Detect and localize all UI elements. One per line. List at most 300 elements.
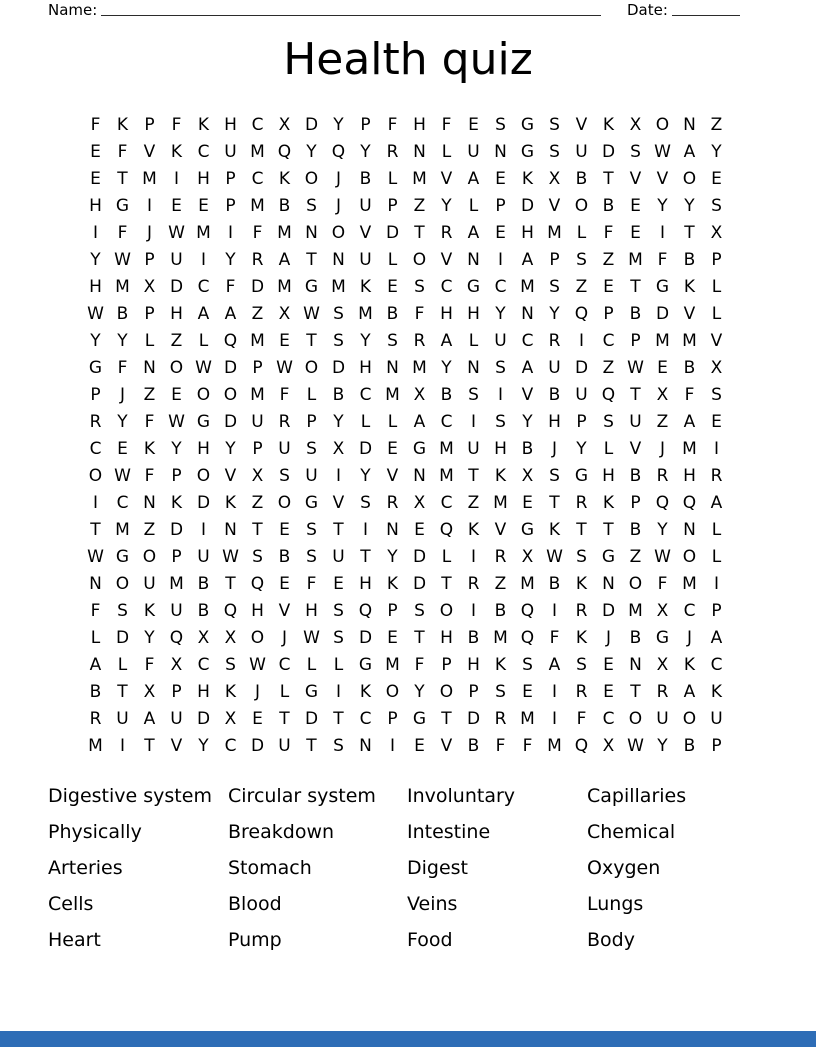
grid-letter[interactable]: M <box>520 277 535 297</box>
grid-letter[interactable]: O <box>223 385 238 405</box>
grid-letter[interactable]: Y <box>306 142 317 162</box>
grid-letter[interactable]: I <box>200 250 206 270</box>
grid-letter[interactable]: E <box>495 223 506 243</box>
grid-letter[interactable]: X <box>170 655 183 675</box>
grid-letter[interactable]: B <box>197 574 210 594</box>
grid-letter[interactable]: X <box>710 358 723 378</box>
grid-letter[interactable]: N <box>629 655 642 675</box>
grid-letter[interactable]: O <box>439 682 454 702</box>
grid-letter[interactable]: T <box>468 466 479 486</box>
grid-letter[interactable]: C <box>440 277 453 297</box>
grid-letter[interactable]: Z <box>602 358 615 378</box>
grid-letter[interactable]: A <box>467 169 480 189</box>
grid-letter[interactable]: M <box>169 574 184 594</box>
grid-letter[interactable]: M <box>628 601 643 621</box>
grid-letter[interactable]: P <box>171 547 182 567</box>
grid-letter[interactable]: L <box>441 547 452 567</box>
grid-letter[interactable]: K <box>197 115 210 135</box>
grid-letter[interactable]: U <box>251 412 264 432</box>
grid-letter[interactable]: F <box>117 223 128 243</box>
grid-letter[interactable]: W <box>627 358 644 378</box>
grid-letter[interactable]: L <box>387 412 398 432</box>
grid-letter[interactable]: W <box>303 628 320 648</box>
grid-letter[interactable]: G <box>88 358 103 378</box>
grid-letter[interactable]: K <box>170 142 183 162</box>
grid-letter[interactable]: L <box>279 682 290 702</box>
grid-letter[interactable]: N <box>521 304 534 324</box>
grid-letter[interactable]: P <box>144 250 155 270</box>
grid-letter[interactable]: W <box>87 304 104 324</box>
grid-letter[interactable]: T <box>630 682 641 702</box>
grid-letter[interactable]: P <box>468 682 479 702</box>
grid-letter[interactable]: R <box>467 574 480 594</box>
grid-letter[interactable]: I <box>146 196 152 216</box>
grid-letter[interactable]: K <box>710 682 723 702</box>
grid-letter[interactable]: S <box>414 277 425 297</box>
grid-letter[interactable]: B <box>548 574 561 594</box>
grid-letter[interactable]: T <box>333 520 344 540</box>
grid-letter[interactable]: S <box>549 277 560 297</box>
grid-letter[interactable]: I <box>335 682 341 702</box>
grid-letter[interactable]: X <box>251 466 264 486</box>
grid-letter[interactable]: W <box>114 250 131 270</box>
grid-letter[interactable]: S <box>549 466 560 486</box>
grid-letter[interactable]: M <box>547 736 562 756</box>
grid-letter[interactable]: T <box>414 223 425 243</box>
grid-letter[interactable]: Z <box>467 493 480 513</box>
grid-letter[interactable]: Y <box>441 358 452 378</box>
grid-letter[interactable]: U <box>629 412 642 432</box>
grid-letter[interactable]: V <box>143 142 156 162</box>
grid-letter[interactable]: E <box>387 277 398 297</box>
grid-letter[interactable]: V <box>548 196 561 216</box>
grid-letter[interactable]: F <box>117 142 128 162</box>
grid-letter[interactable]: G <box>601 547 616 567</box>
grid-letter[interactable]: S <box>333 304 344 324</box>
grid-letter[interactable]: O <box>655 115 670 135</box>
grid-letter[interactable]: T <box>333 709 344 729</box>
grid-letter[interactable]: F <box>441 115 452 135</box>
grid-letter[interactable]: P <box>171 682 182 702</box>
grid-letter[interactable]: Z <box>143 520 156 540</box>
grid-letter[interactable]: G <box>655 277 670 297</box>
grid-letter[interactable]: C <box>359 709 372 729</box>
grid-letter[interactable]: P <box>225 169 236 189</box>
grid-letter[interactable]: P <box>387 601 398 621</box>
grid-letter[interactable]: T <box>441 574 452 594</box>
grid-letter[interactable]: C <box>602 331 615 351</box>
grid-letter[interactable]: F <box>603 223 614 243</box>
grid-letter[interactable]: Y <box>684 196 695 216</box>
grid-letter[interactable]: L <box>603 439 614 459</box>
grid-letter[interactable]: I <box>389 736 395 756</box>
grid-letter[interactable]: M <box>682 331 697 351</box>
grid-letter[interactable]: W <box>627 736 644 756</box>
grid-letter[interactable]: A <box>521 250 534 270</box>
grid-letter[interactable]: A <box>683 682 696 702</box>
grid-letter[interactable]: R <box>413 331 426 351</box>
grid-letter[interactable]: S <box>387 331 398 351</box>
grid-letter[interactable]: M <box>250 331 265 351</box>
grid-letter[interactable]: D <box>223 358 238 378</box>
grid-letter[interactable]: H <box>494 439 507 459</box>
grid-letter[interactable]: X <box>278 304 291 324</box>
grid-letter[interactable]: M <box>412 358 427 378</box>
grid-letter[interactable]: W <box>168 223 185 243</box>
grid-letter[interactable]: T <box>117 682 128 702</box>
grid-letter[interactable]: W <box>249 655 266 675</box>
grid-letter[interactable]: L <box>387 169 398 189</box>
grid-letter[interactable]: A <box>521 358 534 378</box>
grid-letter[interactable]: S <box>495 358 506 378</box>
grid-letter[interactable]: S <box>711 196 722 216</box>
grid-letter[interactable]: K <box>521 169 534 189</box>
grid-letter[interactable]: E <box>252 709 263 729</box>
grid-letter[interactable]: G <box>115 547 130 567</box>
grid-letter[interactable]: U <box>710 709 723 729</box>
grid-letter[interactable]: X <box>521 547 534 567</box>
grid-letter[interactable]: Z <box>710 115 723 135</box>
grid-letter[interactable]: Q <box>277 142 292 162</box>
grid-letter[interactable]: U <box>278 439 291 459</box>
grid-letter[interactable]: M <box>277 277 292 297</box>
grid-letter[interactable]: U <box>170 601 183 621</box>
grid-letter[interactable]: E <box>711 412 722 432</box>
grid-letter[interactable]: K <box>143 601 156 621</box>
grid-letter[interactable]: M <box>250 142 265 162</box>
grid-letter[interactable]: Q <box>223 601 238 621</box>
grid-letter[interactable]: X <box>413 385 426 405</box>
grid-letter[interactable]: I <box>497 385 503 405</box>
grid-letter[interactable]: B <box>548 385 561 405</box>
grid-letter[interactable]: B <box>440 385 453 405</box>
grid-letter[interactable]: N <box>143 358 156 378</box>
grid-letter[interactable]: D <box>196 493 211 513</box>
grid-letter[interactable]: X <box>143 277 156 297</box>
grid-letter[interactable]: X <box>278 115 291 135</box>
grid-letter[interactable]: A <box>710 493 723 513</box>
grid-letter[interactable]: C <box>683 601 696 621</box>
grid-letter[interactable]: L <box>360 412 371 432</box>
grid-letter[interactable]: A <box>89 655 102 675</box>
grid-letter[interactable]: X <box>143 682 156 702</box>
grid-letter[interactable]: B <box>602 196 615 216</box>
grid-letter[interactable]: R <box>575 601 588 621</box>
grid-letter[interactable]: Q <box>682 493 697 513</box>
grid-letter[interactable]: O <box>196 385 211 405</box>
grid-letter[interactable]: S <box>306 547 317 567</box>
grid-letter[interactable]: F <box>495 736 506 756</box>
grid-letter[interactable]: T <box>252 520 263 540</box>
grid-letter[interactable]: P <box>306 412 317 432</box>
grid-letter[interactable]: H <box>440 628 453 648</box>
grid-letter[interactable]: O <box>628 709 643 729</box>
grid-letter[interactable]: Y <box>576 439 587 459</box>
grid-letter[interactable]: L <box>387 250 398 270</box>
grid-letter[interactable]: Z <box>602 250 615 270</box>
grid-letter[interactable]: O <box>682 169 697 189</box>
grid-letter[interactable]: I <box>92 223 98 243</box>
grid-letter[interactable]: H <box>548 412 561 432</box>
grid-letter[interactable]: E <box>90 169 101 189</box>
grid-letter[interactable]: N <box>332 250 345 270</box>
grid-letter[interactable]: M <box>250 385 265 405</box>
grid-letter[interactable]: Q <box>331 142 346 162</box>
grid-letter[interactable]: K <box>143 439 156 459</box>
grid-letter[interactable]: B <box>683 250 696 270</box>
grid-letter[interactable]: M <box>277 223 292 243</box>
grid-letter[interactable]: M <box>250 196 265 216</box>
grid-letter[interactable]: M <box>493 493 508 513</box>
grid-letter[interactable]: S <box>495 682 506 702</box>
grid-letter[interactable]: E <box>171 196 182 216</box>
grid-letter[interactable]: S <box>603 412 614 432</box>
grid-letter[interactable]: R <box>710 466 723 486</box>
grid-letter[interactable]: G <box>196 412 211 432</box>
grid-letter[interactable]: I <box>470 547 476 567</box>
grid-letter[interactable]: P <box>630 331 641 351</box>
grid-letter[interactable]: P <box>252 439 263 459</box>
grid-letter[interactable]: S <box>468 385 479 405</box>
grid-letter[interactable]: S <box>495 412 506 432</box>
grid-letter[interactable]: B <box>116 304 129 324</box>
grid-letter[interactable]: O <box>169 358 184 378</box>
grid-letter[interactable]: K <box>575 574 588 594</box>
grid-letter[interactable]: O <box>196 466 211 486</box>
grid-letter[interactable]: F <box>657 574 668 594</box>
grid-letter[interactable]: P <box>711 250 722 270</box>
grid-letter[interactable]: F <box>414 304 425 324</box>
grid-letter[interactable]: R <box>386 493 399 513</box>
grid-letter[interactable]: G <box>520 115 535 135</box>
grid-letter[interactable]: G <box>304 277 319 297</box>
grid-letter[interactable]: O <box>304 169 319 189</box>
grid-letter[interactable]: B <box>629 628 642 648</box>
grid-letter[interactable]: E <box>657 358 668 378</box>
grid-letter[interactable]: F <box>279 385 290 405</box>
grid-letter[interactable]: P <box>171 466 182 486</box>
grid-letter[interactable]: M <box>520 709 535 729</box>
name-blank-line[interactable] <box>101 2 601 16</box>
grid-letter[interactable]: S <box>306 196 317 216</box>
grid-letter[interactable]: H <box>89 277 102 297</box>
grid-letter[interactable]: S <box>279 466 290 486</box>
grid-letter[interactable]: M <box>331 277 346 297</box>
grid-letter[interactable]: J <box>551 439 557 459</box>
grid-letter[interactable]: W <box>222 547 239 567</box>
grid-letter[interactable]: L <box>306 385 317 405</box>
grid-letter[interactable]: U <box>143 574 156 594</box>
grid-letter[interactable]: T <box>306 250 317 270</box>
grid-letter[interactable]: R <box>494 709 507 729</box>
grid-letter[interactable]: G <box>412 709 427 729</box>
grid-letter[interactable]: P <box>441 655 452 675</box>
grid-letter[interactable]: U <box>116 709 129 729</box>
grid-letter[interactable]: J <box>686 628 692 648</box>
grid-letter[interactable]: P <box>387 709 398 729</box>
grid-letter[interactable]: H <box>602 466 615 486</box>
grid-letter[interactable]: C <box>710 655 723 675</box>
grid-letter[interactable]: P <box>144 304 155 324</box>
grid-letter[interactable]: U <box>305 466 318 486</box>
grid-letter[interactable]: V <box>710 331 723 351</box>
grid-letter[interactable]: E <box>171 385 182 405</box>
wordsearch-grid[interactable] <box>82 112 730 760</box>
grid-letter[interactable]: K <box>548 520 561 540</box>
grid-letter[interactable]: K <box>359 277 372 297</box>
grid-letter[interactable]: Q <box>520 601 535 621</box>
grid-letter[interactable]: J <box>254 682 260 702</box>
grid-letter[interactable]: R <box>548 331 561 351</box>
grid-letter[interactable]: K <box>602 493 615 513</box>
grid-letter[interactable]: Q <box>169 628 184 648</box>
grid-letter[interactable]: P <box>225 196 236 216</box>
grid-letter[interactable]: R <box>278 412 291 432</box>
grid-letter[interactable]: L <box>711 547 722 567</box>
grid-letter[interactable]: Y <box>144 628 155 648</box>
grid-letter[interactable]: A <box>197 304 210 324</box>
grid-letter[interactable]: L <box>306 655 317 675</box>
grid-letter[interactable]: X <box>197 628 210 648</box>
grid-letter[interactable]: E <box>630 223 641 243</box>
grid-letter[interactable]: V <box>683 304 696 324</box>
grid-letter[interactable]: K <box>683 277 696 297</box>
grid-letter[interactable]: U <box>278 736 291 756</box>
grid-letter[interactable]: V <box>170 736 183 756</box>
grid-letter[interactable]: I <box>578 331 584 351</box>
grid-letter[interactable]: N <box>413 142 426 162</box>
grid-letter[interactable]: L <box>711 520 722 540</box>
grid-letter[interactable]: K <box>170 493 183 513</box>
grid-letter[interactable]: X <box>710 223 723 243</box>
grid-letter[interactable]: G <box>304 682 319 702</box>
grid-letter[interactable]: L <box>711 304 722 324</box>
grid-letter[interactable]: E <box>603 277 614 297</box>
grid-letter[interactable]: H <box>170 304 183 324</box>
grid-letter[interactable]: M <box>682 439 697 459</box>
grid-letter[interactable]: X <box>656 655 669 675</box>
grid-letter[interactable]: W <box>546 547 563 567</box>
grid-letter[interactable]: U <box>467 142 480 162</box>
grid-letter[interactable]: A <box>440 331 453 351</box>
grid-letter[interactable]: G <box>304 493 319 513</box>
grid-letter[interactable]: P <box>549 250 560 270</box>
grid-letter[interactable]: Z <box>413 196 426 216</box>
grid-letter[interactable]: R <box>440 223 453 243</box>
grid-letter[interactable]: Y <box>657 196 668 216</box>
grid-letter[interactable]: L <box>441 142 452 162</box>
grid-letter[interactable]: M <box>412 169 427 189</box>
grid-letter[interactable]: M <box>439 439 454 459</box>
grid-letter[interactable]: M <box>385 385 400 405</box>
grid-letter[interactable]: M <box>682 574 697 594</box>
grid-letter[interactable]: T <box>603 520 614 540</box>
grid-letter[interactable]: B <box>278 547 291 567</box>
grid-letter[interactable]: V <box>494 520 507 540</box>
grid-letter[interactable]: Y <box>522 412 533 432</box>
grid-letter[interactable]: S <box>333 736 344 756</box>
grid-letter[interactable]: Y <box>711 142 722 162</box>
grid-letter[interactable]: S <box>576 547 587 567</box>
grid-letter[interactable]: C <box>224 736 237 756</box>
grid-letter[interactable]: U <box>494 331 507 351</box>
grid-letter[interactable]: V <box>386 466 399 486</box>
grid-letter[interactable]: K <box>467 520 480 540</box>
grid-letter[interactable]: F <box>90 115 101 135</box>
grid-letter[interactable]: U <box>656 709 669 729</box>
grid-letter[interactable]: N <box>89 574 102 594</box>
grid-letter[interactable]: Y <box>657 520 668 540</box>
grid-letter[interactable]: Z <box>170 331 183 351</box>
grid-letter[interactable]: R <box>89 709 102 729</box>
grid-letter[interactable]: U <box>467 439 480 459</box>
grid-letter[interactable]: P <box>711 736 722 756</box>
grid-letter[interactable]: I <box>200 520 206 540</box>
grid-letter[interactable]: T <box>576 520 587 540</box>
grid-letter[interactable]: R <box>575 682 588 702</box>
grid-letter[interactable]: Q <box>358 601 373 621</box>
grid-letter[interactable]: E <box>333 574 344 594</box>
grid-letter[interactable]: V <box>278 601 291 621</box>
grid-letter[interactable]: W <box>87 547 104 567</box>
grid-letter[interactable]: C <box>251 115 264 135</box>
grid-letter[interactable]: B <box>683 736 696 756</box>
grid-letter[interactable]: I <box>713 574 719 594</box>
grid-letter[interactable]: Y <box>657 736 668 756</box>
grid-letter[interactable]: T <box>306 736 317 756</box>
grid-letter[interactable]: E <box>279 574 290 594</box>
grid-letter[interactable]: M <box>115 520 130 540</box>
grid-letter[interactable]: O <box>439 601 454 621</box>
grid-letter[interactable]: Q <box>601 385 616 405</box>
grid-letter[interactable]: S <box>333 331 344 351</box>
grid-letter[interactable]: A <box>143 709 156 729</box>
grid-letter[interactable]: I <box>659 223 665 243</box>
grid-letter[interactable]: D <box>385 223 400 243</box>
grid-letter[interactable]: M <box>547 223 562 243</box>
grid-letter[interactable]: W <box>114 466 131 486</box>
grid-letter[interactable]: F <box>225 277 236 297</box>
grid-letter[interactable]: T <box>306 331 317 351</box>
grid-letter[interactable]: S <box>576 655 587 675</box>
grid-letter[interactable]: K <box>494 466 507 486</box>
grid-letter[interactable]: W <box>195 358 212 378</box>
grid-letter[interactable]: C <box>197 277 210 297</box>
grid-letter[interactable]: W <box>276 358 293 378</box>
grid-letter[interactable]: U <box>224 142 237 162</box>
grid-letter[interactable]: J <box>335 196 341 216</box>
grid-letter[interactable]: F <box>171 115 182 135</box>
grid-letter[interactable]: A <box>683 142 696 162</box>
grid-letter[interactable]: S <box>306 439 317 459</box>
grid-letter[interactable]: S <box>117 601 128 621</box>
grid-letter[interactable]: E <box>603 682 614 702</box>
grid-letter[interactable]: F <box>684 385 695 405</box>
grid-letter[interactable]: D <box>196 709 211 729</box>
grid-letter[interactable]: N <box>467 358 480 378</box>
grid-letter[interactable]: P <box>576 412 587 432</box>
grid-letter[interactable]: Y <box>90 331 101 351</box>
grid-letter[interactable]: X <box>413 493 426 513</box>
grid-letter[interactable]: V <box>521 385 534 405</box>
grid-letter[interactable]: V <box>332 493 345 513</box>
grid-letter[interactable]: D <box>169 520 184 540</box>
grid-letter[interactable]: O <box>628 574 643 594</box>
grid-letter[interactable]: E <box>603 655 614 675</box>
grid-letter[interactable]: I <box>173 169 179 189</box>
grid-letter[interactable]: N <box>413 466 426 486</box>
grid-letter[interactable]: R <box>656 466 669 486</box>
